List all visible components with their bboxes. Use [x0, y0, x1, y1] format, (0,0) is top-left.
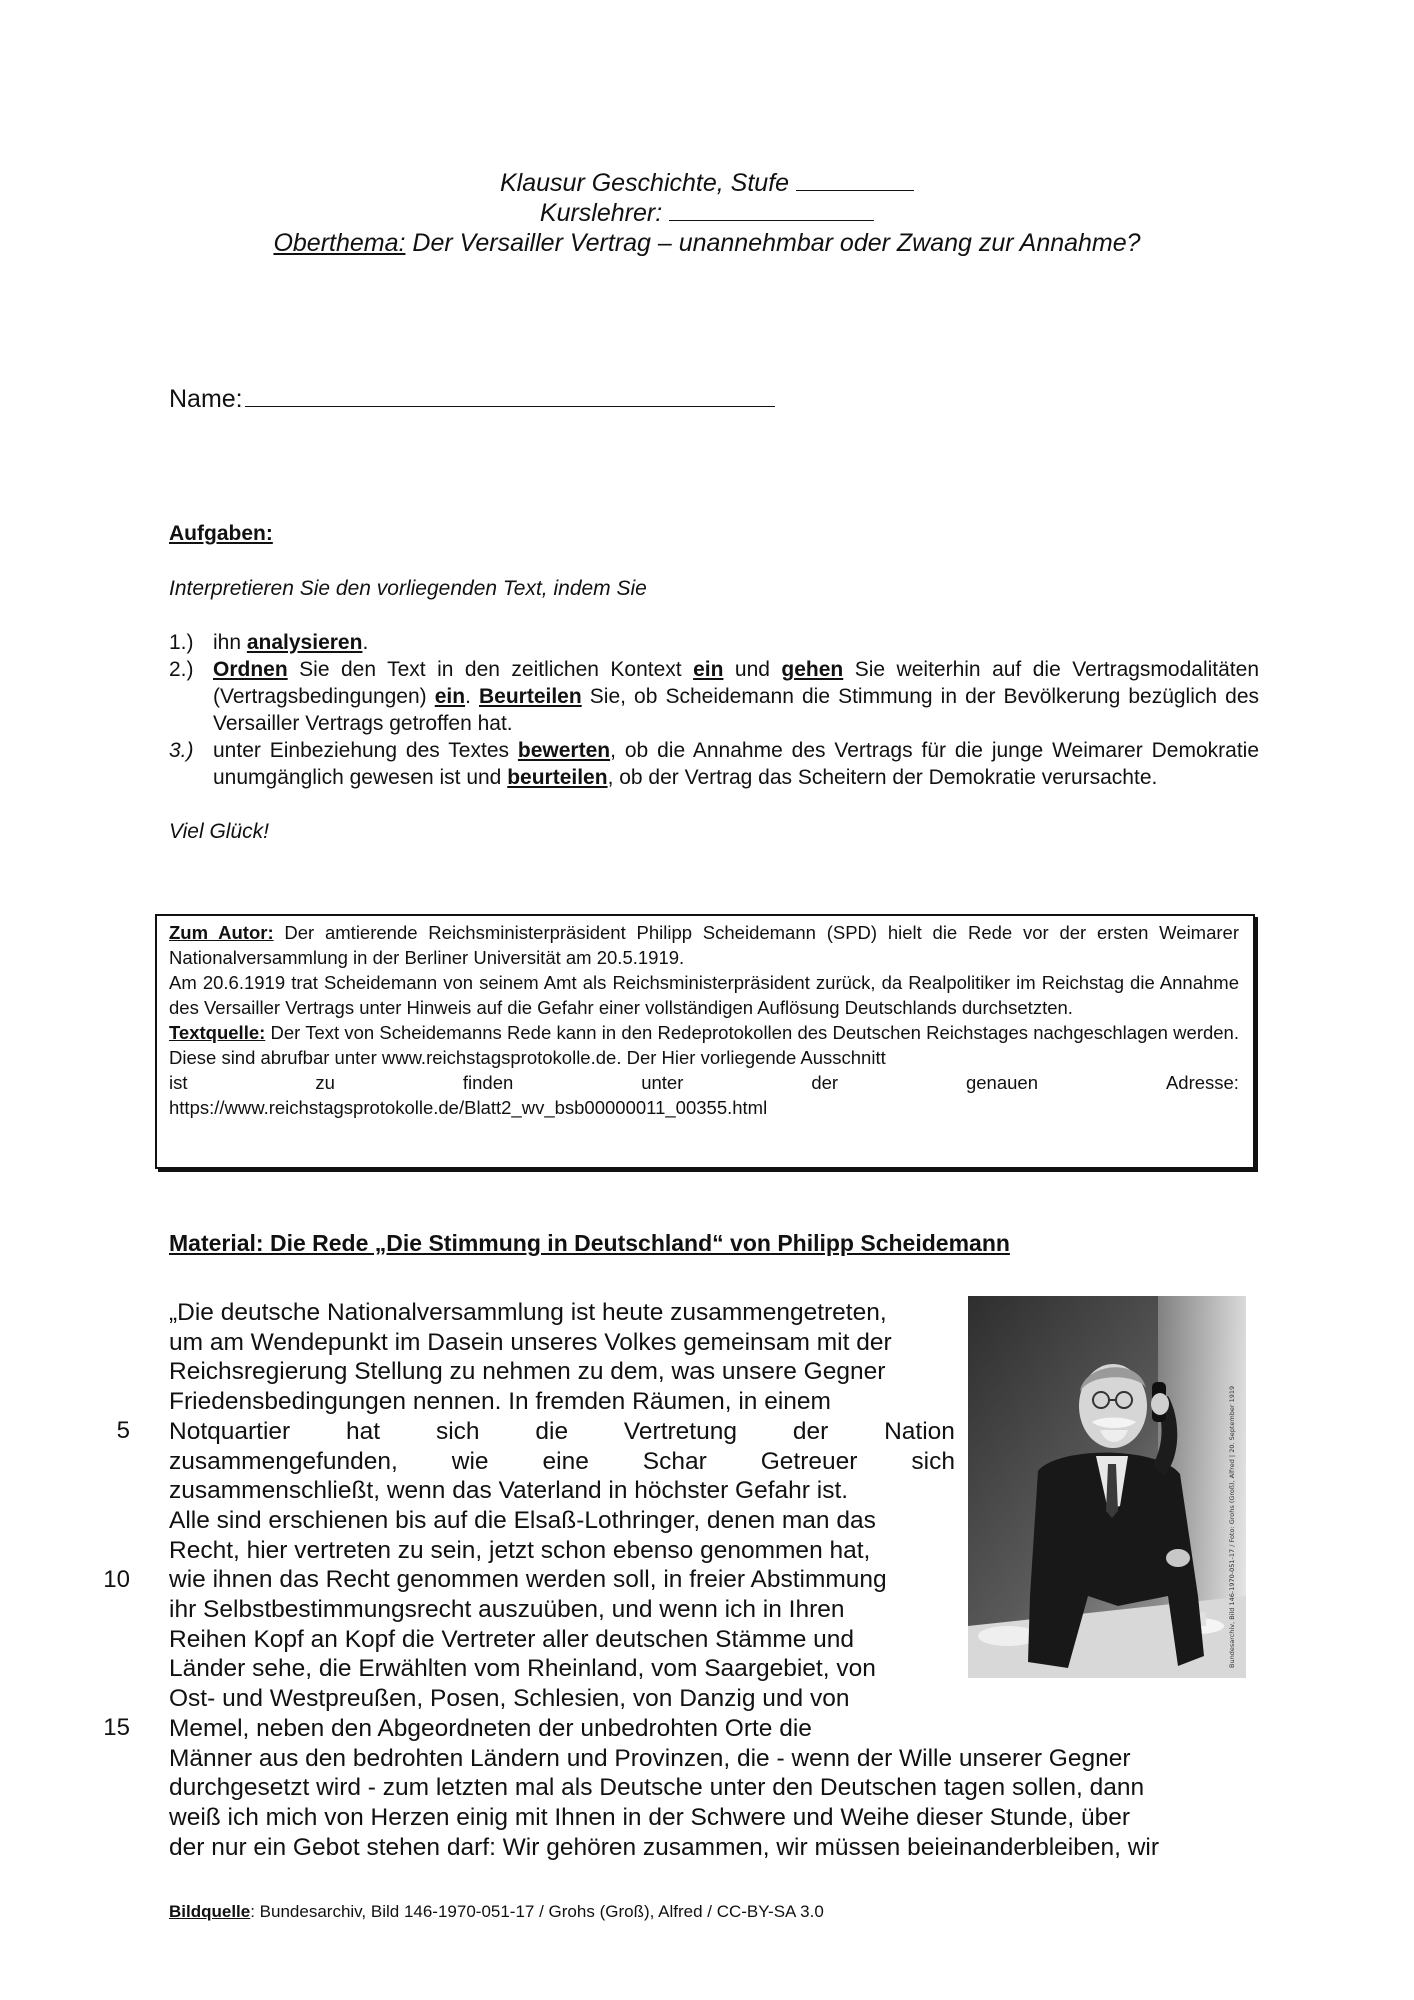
material-title: Material: Die Rede „Die Stimmung in Deutschland“ von Philipp Scheidemann — [169, 1230, 1010, 1256]
exam-title: Klausur Geschichte, Stufe — [500, 169, 790, 197]
name-label: Name: — [169, 385, 243, 413]
speech-column — [169, 1298, 955, 1744]
source-url: https://www.reichstagsprotokolle.de/Blatt2_wv_bsb00000011_00355.html — [169, 1097, 768, 1118]
speech-line: Recht, hier vertreten zu sein, jetzt schon ebenso genommen hat, — [169, 1536, 871, 1564]
speech-line: Memel, neben den Abgeordneten der unbedrohten Orte die — [169, 1714, 812, 1742]
speech-line: um am Wendepunkt im Dasein unseres Volkes gemeinsam mit der — [169, 1328, 892, 1356]
tasks-intro: Interpretieren Sie den vorliegenden Text, indem Sie — [169, 577, 647, 600]
speech-line: Ost- und Westpreußen, Posen, Schlesien, von Danzig und von — [169, 1685, 850, 1713]
task-number: 2.) — [169, 658, 194, 681]
task-text: ihn analysieren. — [213, 631, 369, 654]
topic-text: Der Versailler Vertrag – unannehmbar oder Zwang zur Annahme? — [405, 229, 1141, 257]
good-luck-text: Viel Glück! — [169, 820, 269, 843]
name-blank-line — [245, 380, 775, 407]
speech-line: „Die deutsche Nationalversammlung ist heute zusammengetreten, — [169, 1299, 887, 1326]
source-spread-line: ist zu finden unter der genauen Adresse: — [169, 1072, 1239, 1093]
task-text: unter Einbeziehung des Textes bewerten, ob die Annahme des Vertrags für die junge Weimarer Demokratie unumgänglich gewesen ist und beurteilen, ob der Vertrag das Scheitern der Demokratie verursachte. — [213, 739, 1259, 789]
teacher-blank — [669, 198, 874, 221]
line-number: 5 — [116, 1417, 130, 1444]
speech-line: der nur ein Gebot stehen darf: Wir gehören zusammen, wir müssen beieinanderbleiben, wir — [169, 1833, 1160, 1861]
speech-line: weiß ich mich von Herzen einig mit Ihnen in der Schwere und Weihe dieser Stunde, über — [169, 1803, 1130, 1831]
resignation-paragraph: Am 20.6.1919 trat Scheidemann von seinem Amt als Reichsministerpräsident zurück, da Realpolitiker im Reichstag die Annahme des Versailler Vertrags unter Hinweis auf die Gefahr einer vollständigen Auflösung Deutschlands durchsetzten. — [169, 972, 1239, 1018]
speech-line: ihr Selbstbestimmungsrecht auszuüben, und wenn ich in Ihren — [169, 1596, 845, 1624]
task-number: 3.) — [169, 739, 194, 762]
line-number: 15 — [103, 1714, 130, 1741]
speech-line-justified: zusammengefunden, wie eine Schar Getreuer sich — [169, 1447, 955, 1475]
photo-illustration — [968, 1296, 1246, 1678]
source-label: Textquelle: — [169, 1022, 266, 1043]
speech-line: Männer aus den bedrohten Ländern und Provinzen, die - wenn der Wille unserer Gegner — [169, 1744, 1131, 1772]
exam-title-line — [0, 168, 1414, 198]
task-number: 1.) — [169, 631, 194, 654]
speech-line-justified: Notquartier hat sich die Vertretung der Nation — [169, 1417, 955, 1445]
scheidemann-photo — [968, 1296, 1246, 1678]
footer-label: Bildquelle — [169, 1902, 251, 1921]
speech-line: Reichsregierung Stellung zu nehmen zu dem, was unsere Gegner — [169, 1358, 886, 1386]
topic-label: Oberthema: — [273, 229, 406, 257]
grade-blank — [796, 168, 914, 191]
topic-line — [0, 228, 1414, 258]
name-field-row — [169, 380, 775, 414]
speech-line: Friedensbedingungen nennen. In fremden Räumen, in einem — [169, 1388, 831, 1416]
teacher-line — [0, 198, 1414, 228]
speech-line: Alle sind erschienen bis auf die Elsaß-Lothringer, denen man das — [169, 1506, 876, 1534]
task-item-1 — [169, 629, 1259, 656]
footer-text: : Bundesarchiv, Bild 146-1970-051-17 / Grohs (Groß), Alfred / CC-BY-SA 3.0 — [250, 1902, 824, 1921]
tasks-heading: Aufgaben: — [169, 522, 273, 545]
author-paragraph: Zum Autor: Der amtierende Reichsministerpräsident Philipp Scheidemann (SPD) hielt die Rede vor der ersten Weimarer Nationalversammlung in der Berliner Universität am 20.5.1919. — [169, 922, 1239, 968]
task-item-3 — [169, 737, 1259, 791]
line-number: 10 — [103, 1566, 130, 1593]
source-paragraph: Textquelle: Der Text von Scheidemanns Rede kann in den Redeprotokollen des Deutschen Reichstages nachgeschlagen werden. Diese sind abrufbar unter www.reichstagsprotokolle.de. Der Hier vorliegende Ausschnitt — [169, 1022, 1239, 1068]
speech-line: Reihen Kopf an Kopf die Vertreter aller deutschen Stämme und — [169, 1625, 855, 1653]
task-item-2 — [169, 656, 1259, 737]
tasks-section — [169, 520, 1259, 845]
speech-line: wie ihnen das Recht genommen werden soll, in freier Abstimmung — [169, 1566, 887, 1594]
task-text: Ordnen Sie den Text in den zeitlichen Kontext ein und gehen Sie weiterhin auf die Vertragsmodalitäten (Vertragsbedingungen) ein. Beurteilen Sie, ob Scheidemann die Stimmung in der Bevölkerung bezüglich des Versailler Vertrags getroffen hat. — [213, 658, 1259, 735]
author-label: Zum Autor: — [169, 922, 274, 943]
author-info-box — [155, 914, 1255, 1169]
speech-line: Länder sehe, die Erwählten vom Rheinland, vom Saargebiet, von — [169, 1655, 876, 1683]
image-source-footer — [169, 1902, 824, 1922]
photo-credit-text: Bundesarchiv, Bild 146-1970-051-17 / Foto: Grohs (Groß), Alfred | 20. September 1919 — [1228, 1385, 1236, 1668]
speech-line: zusammenschließt, wenn das Vaterland in höchster Gefahr ist. — [169, 1477, 849, 1505]
speech-line: durchgesetzt wird - zum letzten mal als Deutsche unter den Deutschen tagen sollen, dann — [169, 1774, 1145, 1802]
teacher-label: Kurslehrer: — [539, 199, 663, 227]
speech-wide-column — [169, 1744, 1259, 1863]
